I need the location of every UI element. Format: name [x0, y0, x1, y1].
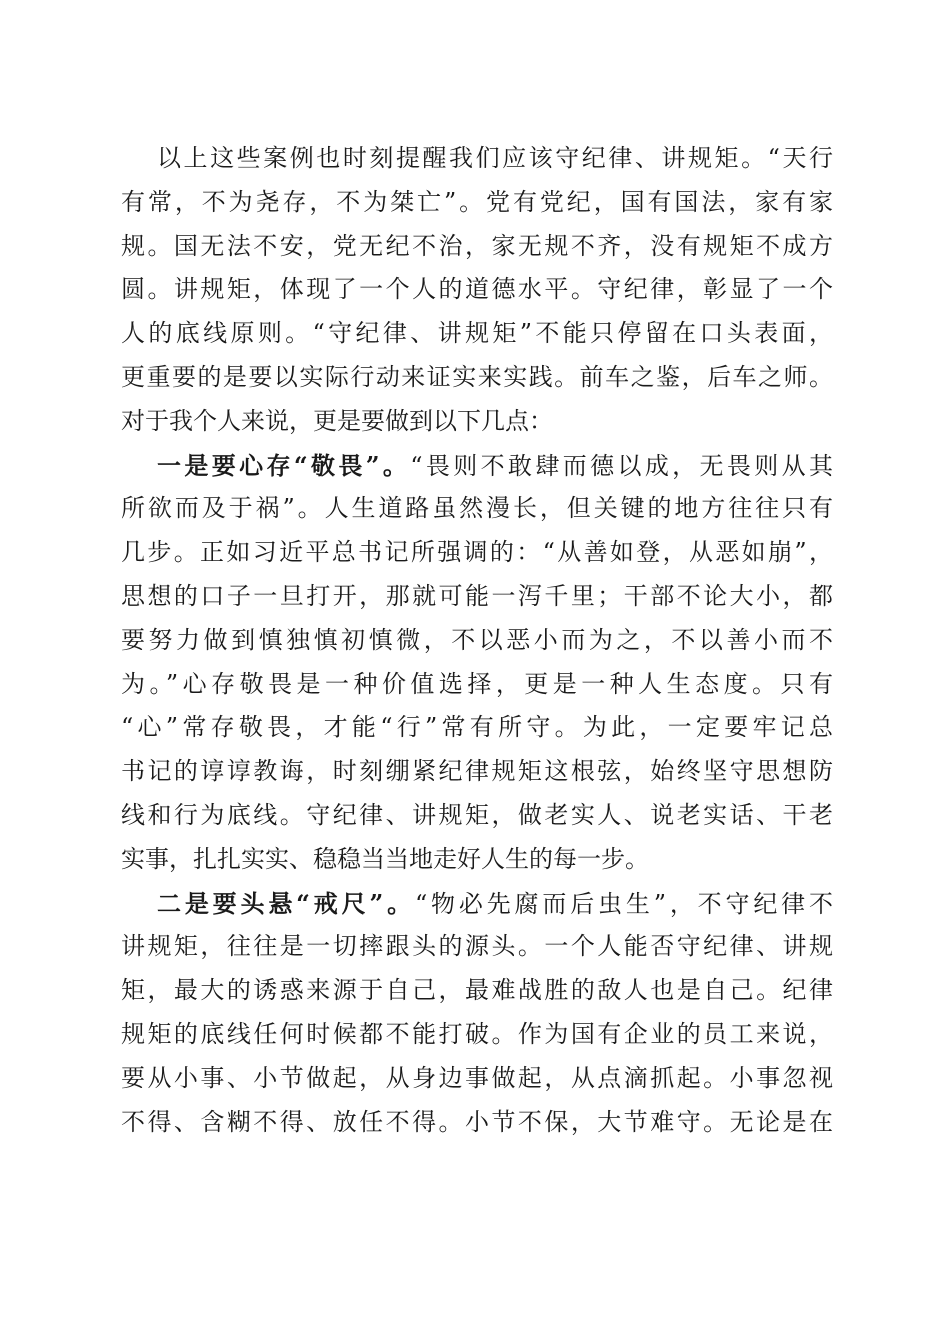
- text-line: “心”常存敬畏，才能“行”常有所守。为此，一定要牢记总: [121, 713, 833, 742]
- text-line: 线和行为底线。守纪律、讲规矩，做老实人、说老实话、干老: [121, 800, 833, 829]
- text-line: 圆。讲规矩，体现了一个人的道德水平。守纪律，彰显了一个: [121, 275, 833, 304]
- text-line: 不得、含糊不得、放任不得。小节不保，大节难守。无论是在: [121, 1107, 833, 1136]
- text-line: 规。国无法不安，党无纪不治，家无规不齐，没有规矩不成方: [121, 231, 833, 260]
- text-line: 人的底线原则。“守纪律、讲规矩”不能只停留在口头表面，: [121, 319, 833, 348]
- text-line: 矩，最大的诱惑来源于自己，最难战胜的敌人也是自己。纪律: [121, 976, 833, 1005]
- text-line: 所欲而及于祸”。人生道路虽然漫长，但关键的地方往往只有: [121, 494, 833, 523]
- text-line: [121, 882, 833, 926]
- text-line: 以上这些案例也时刻提醒我们应该守纪律、讲规矩。“天行: [157, 144, 833, 172]
- text-run: “物必先腐而后虫生”，不守纪律不: [414, 889, 833, 918]
- text-line: 讲规矩，往往是一切摔跟头的源头。一个人能否守纪律、讲规: [121, 932, 833, 961]
- text-line: 要努力做到慎独慎初慎微，不以恶小而为之，不以善小而不: [121, 625, 833, 654]
- text-line: 实事，扎扎实实、稳稳当当地走好人生的每一步。: [121, 844, 649, 873]
- text-line: 要从小事、小节做起，从身边事做起，从点滴抓起。小事忽视: [121, 1063, 833, 1092]
- text-line: 几步。正如习近平总书记所强调的：“从善如登，从恶如崩”，: [121, 538, 833, 567]
- text-line: [121, 444, 833, 488]
- text-line: 规矩的底线任何时候都不能打破。作为国有企业的员工来说，: [121, 1019, 833, 1048]
- text-line: 有常，不为尧存，不为桀亡”。党有党纪，国有国法，家有家: [121, 187, 833, 216]
- document-body: [121, 137, 833, 1144]
- text-run: “畏则不敢肆而德以成，无畏则从其: [410, 451, 833, 480]
- section-heading-1: 一是要心存“敬畏”。: [157, 450, 411, 480]
- text-line: 对于我个人来说，更是要做到以下几点：: [121, 406, 553, 435]
- text-line: 为。”心存敬畏是一种价值选择，更是一种人生态度。只有: [121, 669, 833, 698]
- text-line: 更重要的是要以实际行动来证实来实践。前车之鉴，后车之师。: [121, 362, 833, 391]
- text-line: 思想的口子一旦打开，那就可能一泻千里；干部不论大小，都: [121, 581, 833, 610]
- text-line: 书记的谆谆教诲，时刻绷紧纪律规矩这根弦，始终坚守思想防: [121, 757, 833, 786]
- section-heading-2: 二是要头悬“戒尺”。: [157, 888, 415, 918]
